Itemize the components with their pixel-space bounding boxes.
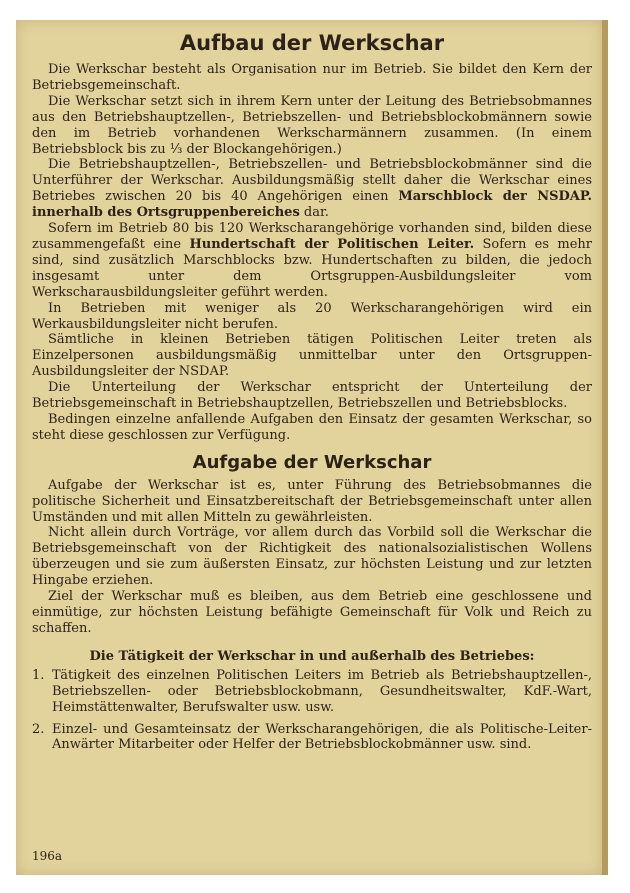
activities-list (32, 668, 592, 754)
paragraph: Sämtliche in kleinen Betrieben tätigen Politischen Leiter treten als Einzelpersonen ausbildungsmäßig unmittelbar unter den Ortsgruppen-Ausbildungsleiter der NSDAP. (32, 332, 592, 380)
text-run: dar. (299, 205, 329, 221)
section-task (32, 478, 592, 637)
paragraph: Bedingen einzelne anfallende Aufgaben den Einsatz der gesamten Werkschar, so steht diese geschlossen zur Verfügung. (32, 411, 592, 443)
list-text: Einzel- und Gesamteinsatz der Werkscharangehörigen, die als Politische-Leiter-Anwärter Mitarbeiter oder Helfer der Betriebsblockobmänner usw. sind. (52, 721, 592, 753)
paragraph: Die Werkschar setzt sich in ihrem Kern unter der Leitung des Betriebsobmannes aus den Betriebshauptzellen-, Betriebszellen- und Betriebsblockobmännern sowie den im Betrieb vorhandenen Werkscharmännern zusammen. (In einem Betriebsblock bis zu ⅓ der Blockangehörigen.) (32, 93, 592, 157)
bold-text: Marschblock der NSDAP. innerhalb des Ortsgruppenbereiches (32, 189, 593, 221)
page-title: Aufbau der Werkschar (179, 31, 445, 55)
list-number: 1. (32, 667, 45, 683)
paragraph (32, 221, 592, 301)
book-page (16, 20, 608, 875)
list-text: Tätigkeit des einzelnen Politischen Leiters im Betrieb als Betriebshauptzellen-, Betriebszellen- oder Betriebsblockobmann, Gesundheitswalter, KdF.-Wart, Heimstättenwalter, Berufswalter usw. usw. (52, 667, 592, 715)
bold-text: Hundertschaft der Politischen Leiter. (189, 236, 475, 252)
section-title: Aufgabe der Werkschar (192, 451, 432, 473)
page-number: 196a (32, 849, 63, 863)
list-item (32, 722, 592, 754)
paragraph: Nicht allein durch Vorträge, vor allem durch das Vorbild soll die Werkschar die Betriebsgemeinschaft von der Richtigkeit des nationalsozialistischen Wollens überzeugen und sie zum äußersten Einsatz, zur höchsten Leistung und zur letzten Hingabe erziehen. (32, 525, 592, 589)
text-run: Sofern im Betrieb 80 bis 120 Werkscharangehörige vorhanden sind, bilden diese zusammengefaßt eine (32, 221, 592, 252)
paragraph: Die Werkschar besteht als Organisation nur im Betrieb. Sie bildet den Kern der Betriebsgemeinschaft. (32, 62, 592, 93)
page-content (32, 28, 592, 759)
activities-heading: Die Tätigkeit der Werkschar in und außerhalb des Betriebes: (89, 648, 535, 664)
paragraph: In Betrieben mit weniger als 20 Werkscharangehörigen wird ein Werkausbildungsleiter nicht berufen. (32, 300, 592, 332)
section-structure (32, 62, 592, 444)
text-run: Sofern es mehr sind, sind zusätzlich Marschblocks bzw. Hundertschaften zu bilden, die jedoch insgesamt unter dem Ortsgruppen-Ausbildungsleiter vom Werkscharausbildungsleiter geführt werden. (32, 236, 592, 300)
paragraph (32, 157, 592, 221)
list-number: 2. (32, 721, 45, 737)
text-run: Die Betriebshauptzellen-, Betriebszellen- und Betriebsblockobmänner sind die Unterführer der Werkschar. Ausbildungsmäßig stellt daher die Werkschar eines Betriebes zwischen 20 bis 40 Angehörigen einen (32, 157, 592, 205)
paragraph: Ziel der Werkschar muß es bleiben, aus dem Betrieb eine geschlossene und einmütige, zur höchsten Leistung befähigte Gemeinschaft für Volk und Reich zu schaffen. (32, 589, 592, 636)
list-item (32, 668, 592, 716)
paragraph: Die Unterteilung der Werkschar entspricht der Unterteilung der Betriebsgemeinschaft in Betriebshauptzellen, Betriebszellen und Betriebsblocks. (32, 380, 592, 412)
paragraph: Aufgabe der Werkschar ist es, unter Führung des Betriebsobmannes die politische Sicherheit und Einsatzbereitschaft der Betriebsgemeinschaft unter allen Umständen und mit allen Mitteln zu gewährleisten. (32, 477, 592, 525)
